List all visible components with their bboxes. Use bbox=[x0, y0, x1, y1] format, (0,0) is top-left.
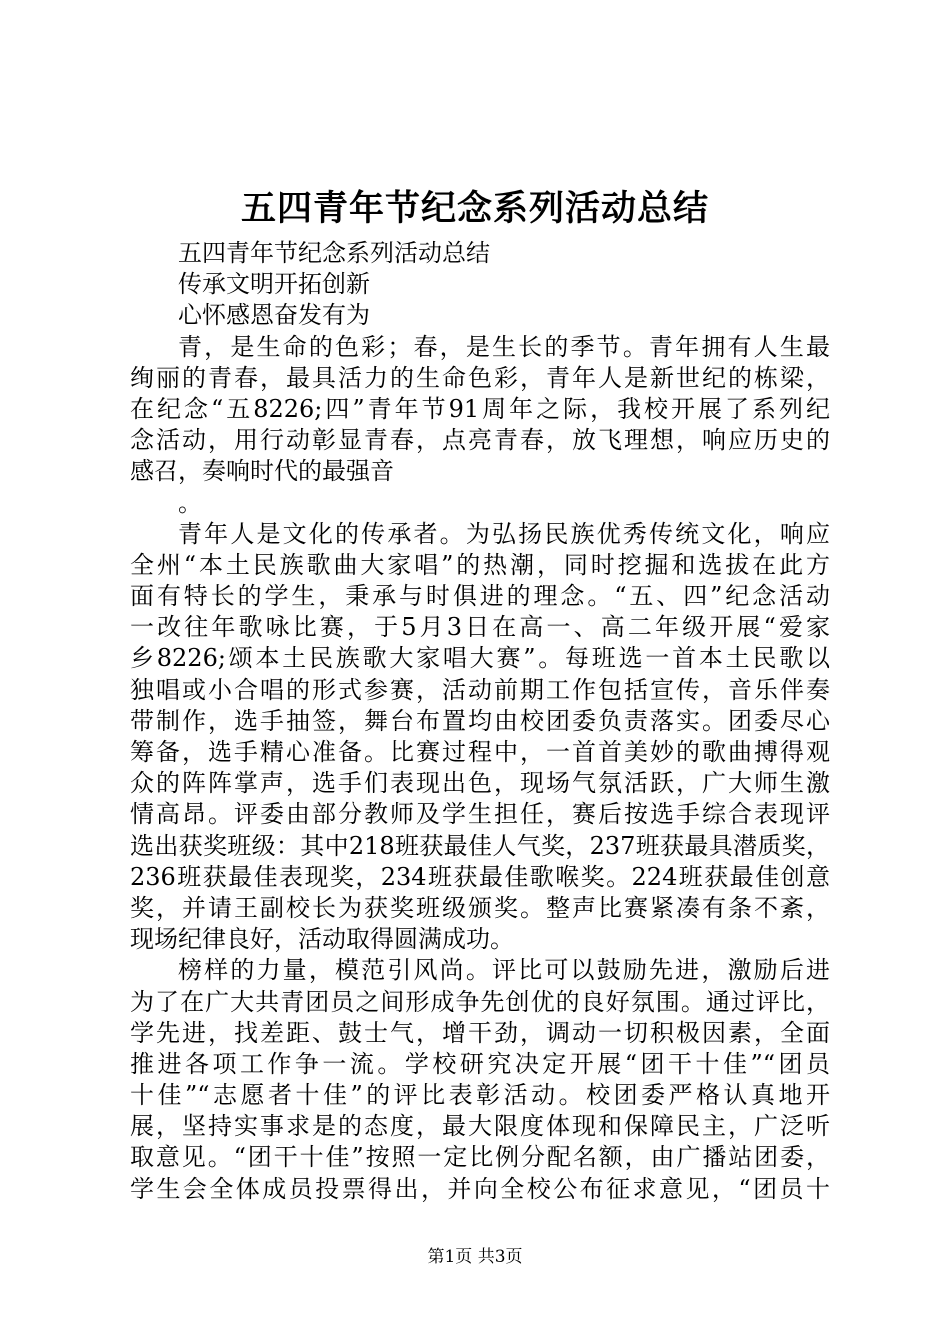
text-line bbox=[130, 924, 830, 955]
text-line-content: 现场纪律良好，活动取得圆满成功。 bbox=[130, 925, 514, 954]
text-line bbox=[130, 394, 830, 425]
text-line bbox=[130, 643, 830, 674]
text-line-content: 面有特长的学生，秉承与时俱进的理念。“五、四”纪念活动 bbox=[130, 582, 830, 611]
text-line-content: 选出获奖班级：其中218班获最佳人气奖，237班获最具潜质奖， bbox=[130, 831, 830, 860]
text-line bbox=[130, 581, 830, 612]
text-line bbox=[130, 675, 830, 706]
text-line bbox=[130, 737, 830, 768]
text-line bbox=[130, 363, 830, 394]
text-line bbox=[130, 425, 830, 456]
text-line bbox=[130, 799, 830, 830]
text-line-content: 十佳”“志愿者十佳”的评比表彰活动。校团委严格认真地开 bbox=[130, 1081, 830, 1110]
text-line bbox=[130, 612, 830, 643]
text-line bbox=[130, 1080, 830, 1111]
text-line bbox=[130, 1018, 830, 1049]
text-line-content: 为了在广大共青团员之间形成争先创优的良好氛围。通过评比， bbox=[130, 987, 830, 1016]
text-line bbox=[130, 550, 830, 581]
text-line bbox=[130, 955, 830, 986]
text-line bbox=[130, 1049, 830, 1080]
text-line bbox=[130, 862, 830, 893]
text-line-content: 在纪念“五8226;四”青年节91周年之际，我校开展了系列纪 bbox=[130, 394, 830, 423]
text-line bbox=[130, 1174, 830, 1205]
text-line bbox=[130, 1111, 830, 1142]
text-line bbox=[130, 706, 830, 737]
text-line-content: 众的阵阵掌声，选手们表现出色，现场气氛活跃，广大师生激 bbox=[130, 769, 830, 798]
text-line-content: 榜样的力量，模范引风尚。评比可以鼓励先进，激励后进 bbox=[178, 956, 830, 985]
text-line-content: 绚丽的青春，最具活力的生命色彩，青年人是新世纪的栋梁， bbox=[130, 363, 830, 392]
text-line bbox=[130, 768, 830, 799]
text-line-content: 236班获最佳表现奖，234班获最佳歌喉奖。224班获最佳创意 bbox=[130, 862, 830, 891]
text-line bbox=[130, 238, 830, 269]
text-line bbox=[130, 300, 830, 331]
page-footer: 第1页 共3页 bbox=[427, 1247, 523, 1267]
text-line-content: 青年人是文化的传承者。为弘扬民族优秀传统文化，响应 bbox=[178, 519, 830, 548]
text-line-content: 传承文明开拓创新 bbox=[178, 270, 370, 299]
text-line-content: 独唱或小合唱的形式参赛，活动前期工作包括宣传，音乐伴奏 bbox=[130, 675, 830, 704]
text-line-content: 奖，并请王副校长为获奖班级颁奖。整声比赛紧凑有条不紊， bbox=[130, 893, 830, 922]
text-line bbox=[130, 332, 830, 363]
text-line-content: 乡8226;颂本土民族歌大家唱大赛”。每班选一首本土民歌以 bbox=[130, 644, 830, 673]
text-line-content: 。 bbox=[178, 488, 202, 517]
text-line-content: 情高昂。评委由部分教师及学生担任，赛后按选手综合表现评 bbox=[130, 800, 830, 829]
text-line-content: 青，是生命的色彩；春，是生长的季节。青年拥有人生最 bbox=[178, 332, 830, 361]
text-line-content: 取意见。“团干十佳”按照一定比例分配名额，由广播站团委， bbox=[130, 1143, 830, 1172]
text-line-content: 念活动，用行动彰显青春，点亮青春，放飞理想，响应历史的 bbox=[130, 426, 830, 455]
text-line-content: 筹备，选手精心准备。比赛过程中，一首首美妙的歌曲搏得观 bbox=[130, 738, 830, 766]
text-line bbox=[130, 831, 830, 862]
text-line-content: 学生会全体成员投票得出，并向全校公布征求意见，“团员十 bbox=[130, 1174, 830, 1203]
text-line-content: 一改往年歌咏比赛，于5月3日在高一、高二年级开展“爱家 bbox=[130, 613, 830, 642]
text-line-content: 展，坚持实事求是的态度，最大限度体现和保障民主，广泛听 bbox=[130, 1112, 830, 1141]
text-line-content: 推进各项工作争一流。学校研究决定开展“团干十佳”“团员 bbox=[130, 1049, 830, 1078]
text-line-content: 带制作，选手抽签，舞台布置均由校团委负责落实。团委尽心 bbox=[130, 706, 830, 735]
document-body bbox=[130, 238, 830, 1205]
text-line bbox=[130, 519, 830, 550]
text-line-content: 心怀感恩奋发有为 bbox=[178, 301, 370, 330]
text-line-content: 五四青年节纪念系列活动总结 bbox=[178, 239, 490, 267]
text-line-content: 全州“本土民族歌曲大家唱”的热潮，同时挖掘和选拔在此方 bbox=[130, 550, 830, 579]
text-line bbox=[130, 1142, 830, 1173]
text-line-content: 感召，奏响时代的最强音 bbox=[130, 457, 394, 486]
text-line bbox=[130, 488, 830, 519]
text-line bbox=[130, 456, 830, 487]
text-line bbox=[130, 269, 830, 300]
text-line-content: 学先进，找差距、鼓士气，增干劲，调动一切积极因素，全面 bbox=[130, 1018, 830, 1047]
text-line bbox=[130, 893, 830, 924]
document-title: 五四青年节纪念系列活动总结 bbox=[240, 189, 709, 229]
text-line bbox=[130, 987, 830, 1018]
